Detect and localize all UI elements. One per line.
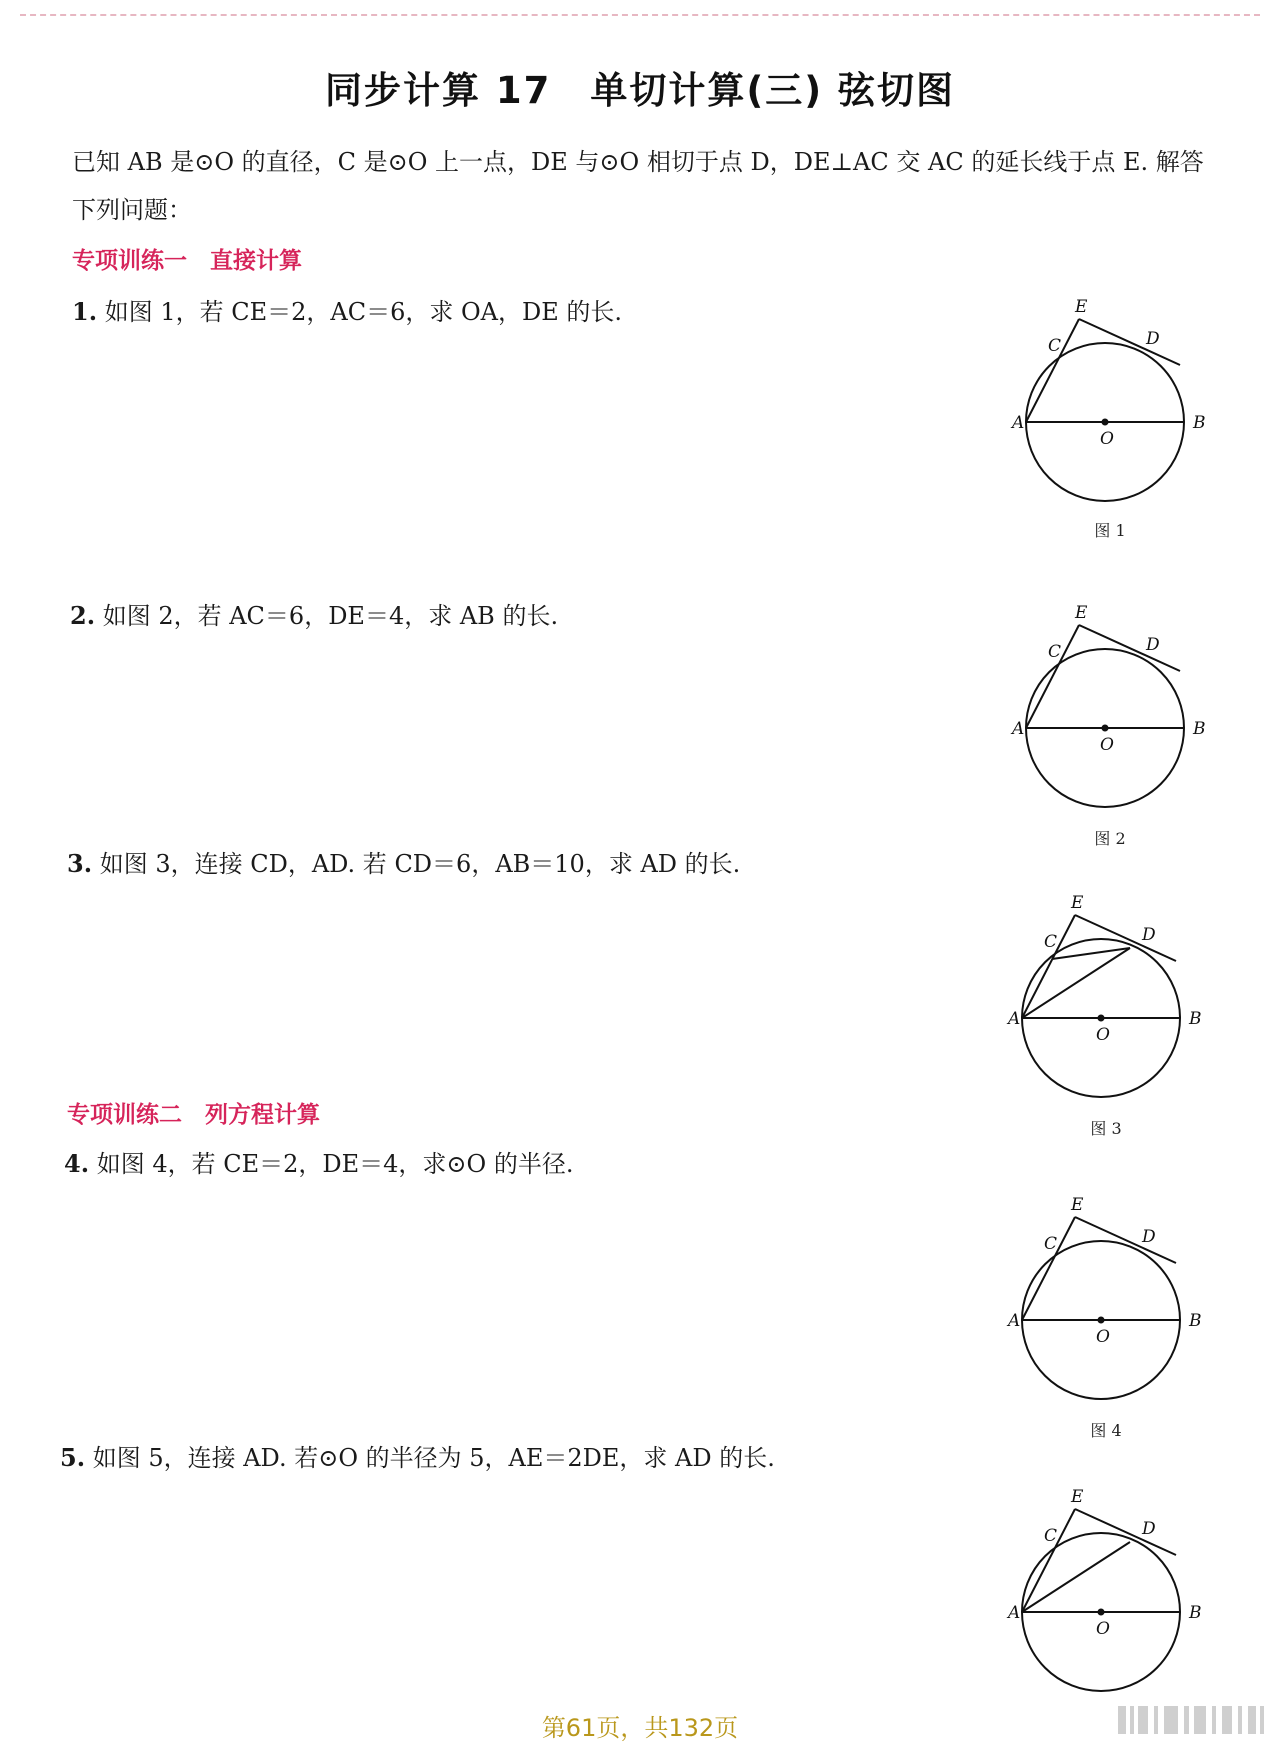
label-b: B [1193, 719, 1206, 739]
figure-caption: 图 3 [1090, 1119, 1122, 1138]
line-ae [1026, 625, 1079, 728]
chord-ad [1022, 1542, 1130, 1612]
center-dot [1102, 725, 1109, 732]
label-c: C [1048, 642, 1062, 662]
tangent-ed [1079, 319, 1180, 365]
label-c: C [1048, 336, 1062, 356]
intro-paragraph: 已知 AB 是⊙O 的直径，C 是⊙O 上一点，DE 与⊙O 相切于点 D，DE⊥AC 交 AC 的延长线于点 E. 解答下列问题： [72, 148, 1204, 224]
question-number: 3. [67, 849, 93, 878]
question-number: 2. [70, 601, 96, 630]
chord-ad [1022, 948, 1130, 1018]
label-d: D [1142, 925, 1156, 945]
label-a: A [1012, 719, 1025, 739]
figure-2-diagram [1000, 596, 1220, 826]
section-heading-1: 专项训练一 直接计算 [72, 248, 302, 274]
label-a: A [1008, 1311, 1021, 1331]
label-a: A [1008, 1009, 1021, 1029]
question-5 [60, 1442, 775, 1474]
question-1 [72, 296, 622, 328]
tangent-ed [1075, 1509, 1176, 1555]
figure-1 [1000, 290, 1220, 550]
label-b: B [1189, 1009, 1202, 1029]
label-o: O [1100, 429, 1114, 449]
label-d: D [1146, 635, 1160, 655]
figure-caption: 图 1 [1094, 521, 1126, 540]
line-ae [1022, 915, 1075, 1018]
section-heading-2: 专项训练二 列方程计算 [67, 1102, 320, 1128]
label-b: B [1193, 413, 1206, 433]
line-ae [1022, 1217, 1075, 1320]
label-e: E [1071, 893, 1084, 913]
center-dot [1098, 1609, 1105, 1616]
question-2 [70, 600, 558, 632]
label-e: E [1071, 1195, 1084, 1215]
label-d: D [1142, 1519, 1156, 1539]
label-c: C [1044, 1526, 1058, 1546]
label-b: B [1189, 1311, 1202, 1331]
figure-5 [996, 1480, 1216, 1720]
center-dot [1102, 419, 1109, 426]
chord-cd [1052, 948, 1130, 959]
figure-1-diagram [1000, 290, 1220, 520]
page-footer: 第61页，共132页 [541, 1714, 739, 1742]
line-ae [1026, 319, 1079, 422]
tangent-ed [1079, 625, 1180, 671]
label-o: O [1096, 1619, 1110, 1639]
label-o: O [1096, 1327, 1110, 1347]
label-e: E [1071, 1487, 1084, 1507]
figure-4 [996, 1188, 1216, 1448]
question-4 [64, 1148, 573, 1180]
figure-caption: 图 4 [1090, 1421, 1122, 1440]
question-number: 5. [60, 1443, 86, 1472]
question-text: 如图 3，连接 CD，AD. 若 CD＝6，AB＝10，求 AD 的长. [99, 850, 741, 878]
center-dot [1098, 1015, 1105, 1022]
question-number: 1. [72, 297, 98, 326]
figure-caption: 图 2 [1094, 829, 1126, 848]
label-d: D [1142, 1227, 1156, 1247]
watermark-barcode-icon [1118, 1700, 1268, 1740]
label-a: A [1008, 1603, 1021, 1623]
question-text: 如图 2，若 AC＝6，DE＝4，求 AB 的长. [102, 602, 559, 630]
label-o: O [1096, 1025, 1110, 1045]
question-text: 如图 4，若 CE＝2，DE＝4，求⊙O 的半径. [96, 1150, 574, 1178]
figure-4-diagram [996, 1188, 1216, 1418]
top-dashed-rule [20, 14, 1260, 16]
figure-3-diagram [996, 886, 1216, 1116]
question-3 [67, 848, 740, 880]
question-text: 如图 1，若 CE＝2，AC＝6，求 OA，DE 的长. [104, 298, 623, 326]
figure-2 [1000, 596, 1220, 856]
label-b: B [1189, 1603, 1202, 1623]
label-c: C [1044, 1234, 1058, 1254]
label-o: O [1100, 735, 1114, 755]
label-d: D [1146, 329, 1160, 349]
label-a: A [1012, 413, 1025, 433]
page-title: 同步计算 17 单切计算(三) 弦切图 [324, 69, 956, 112]
label-e: E [1075, 297, 1088, 317]
label-c: C [1044, 932, 1058, 952]
label-e: E [1075, 603, 1088, 623]
figure-3 [996, 886, 1216, 1146]
line-ae [1022, 1509, 1075, 1612]
figure-5-diagram [996, 1480, 1216, 1710]
question-number: 4. [64, 1149, 90, 1178]
center-dot [1098, 1317, 1105, 1324]
question-text: 如图 5，连接 AD. 若⊙O 的半径为 5，AE＝2DE，求 AD 的长. [92, 1444, 775, 1472]
tangent-ed [1075, 1217, 1176, 1263]
